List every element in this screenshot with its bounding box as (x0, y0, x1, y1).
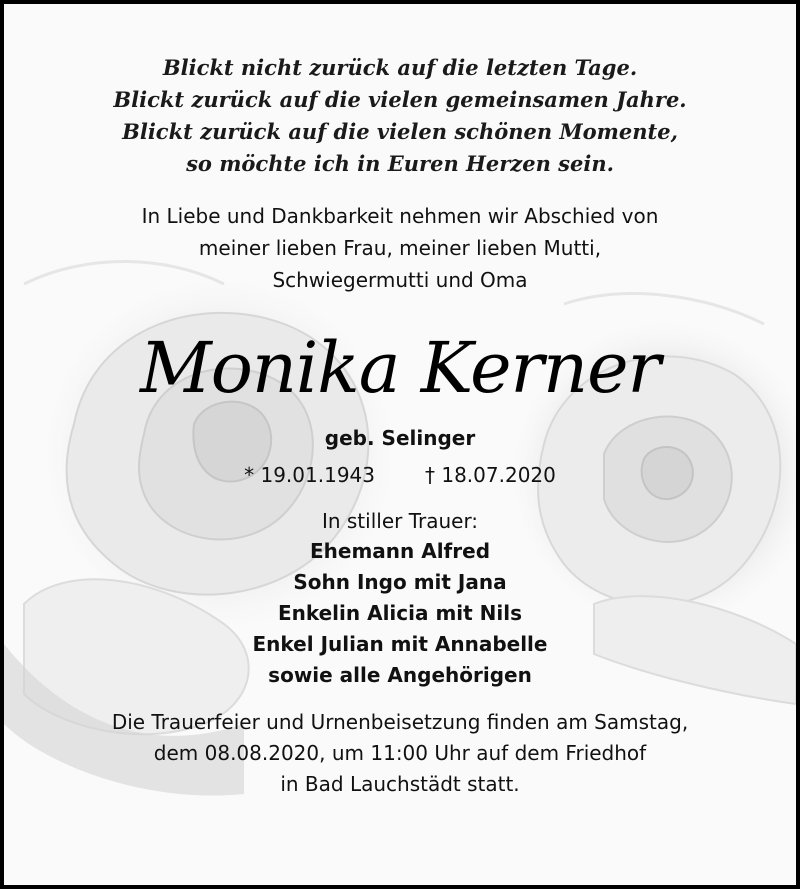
notice-line: dem 08.08.2020, um 11:00 Uhr auf dem Friedhof (153, 741, 647, 765)
death-date: † 18.07.2020 (425, 463, 556, 487)
notice-line: Die Trauerfeier und Urnenbeisetzung finden am Samstag, (111, 710, 689, 734)
intro-line: In Liebe und Dankbarkeit nehmen wir Abschied von (141, 204, 659, 228)
farewell-intro (4, 200, 796, 296)
verse-line: Blickt nicht zurück auf die letzten Tage. (162, 55, 638, 80)
mourner: Sohn Ingo mit Jana (293, 570, 507, 594)
life-dates (4, 460, 796, 490)
verse-line: so möchte ich in Euren Herzen sein. (186, 151, 614, 176)
verse-line: Blickt zurück auf die vielen gemeinsamen Jahre. (113, 87, 687, 112)
verse-line: Blickt zurück auf die vielen schönen Momente, (122, 119, 678, 144)
obituary-content (4, 4, 796, 800)
mourners-list (4, 536, 796, 691)
notice-line: in Bad Lauchstädt statt. (280, 772, 520, 796)
mourner: Ehemann Alfred (309, 539, 491, 563)
funeral-notice (4, 707, 796, 800)
birth-date: * 19.01.1943 (244, 463, 375, 487)
intro-line: meiner lieben Frau, meiner lieben Mutti, (198, 236, 602, 260)
memorial-verse (4, 4, 796, 180)
intro-line: Schwiegermutti und Oma (272, 268, 528, 292)
mourner: sowie alle Angehörigen (268, 663, 532, 687)
deceased-name: Monika Kerner (140, 327, 660, 409)
maiden-name: geb. Selinger (324, 426, 476, 450)
mourner: Enkel Julian mit Annabelle (252, 632, 548, 656)
mourner: Enkelin Alicia mit Nils (277, 601, 523, 625)
mourning-label: In stiller Trauer: (321, 509, 479, 533)
